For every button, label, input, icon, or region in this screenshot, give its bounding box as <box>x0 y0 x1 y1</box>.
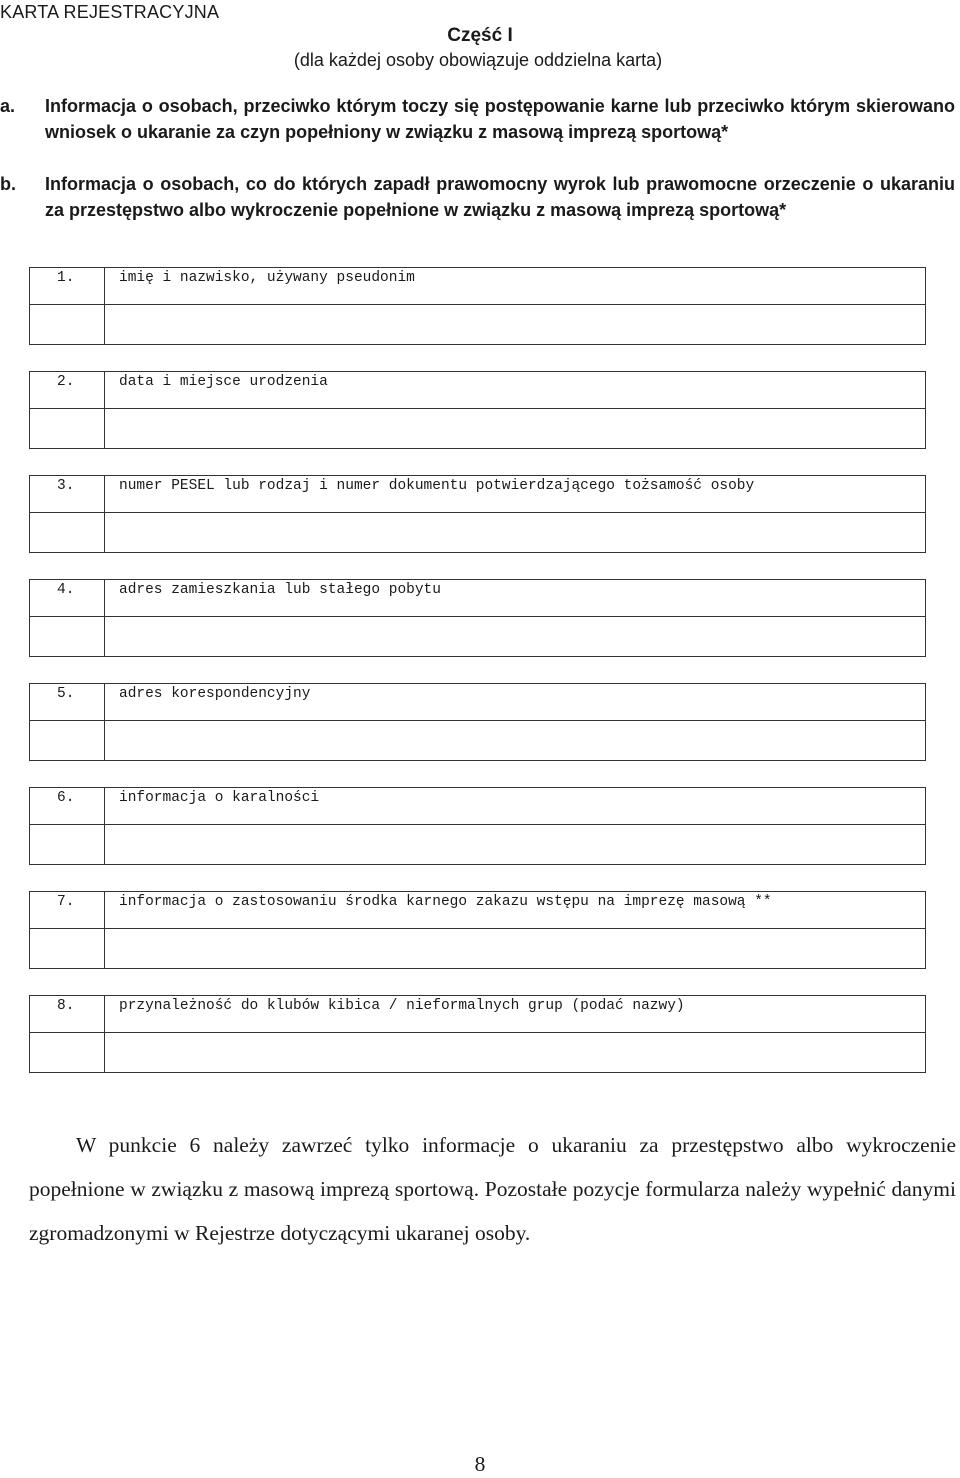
column-divider <box>104 684 105 720</box>
field-residence-address <box>29 579 926 657</box>
field-label: imię i nazwisko, używany pseudonim <box>119 270 415 286</box>
field-label-row <box>29 371 926 409</box>
field-value-box[interactable] <box>29 824 926 865</box>
field-number: 3. <box>57 478 75 494</box>
field-label: informacja o karalności <box>119 790 320 806</box>
field-number: 2. <box>57 374 75 390</box>
field-value-box[interactable] <box>29 720 926 761</box>
field-number: 1. <box>57 270 75 286</box>
column-divider <box>104 580 105 616</box>
column-divider <box>104 721 105 760</box>
item-text: Informacja o osobach, przeciwko którym toczy się postępowanie karne lub przeciwko którym skierowano wniosek o ukaranie za czyn popełniony w związku z masową imprezą sportową* <box>45 96 955 142</box>
field-number: 8. <box>57 998 75 1014</box>
page-number <box>0 1452 960 1477</box>
field-label-row <box>29 995 926 1033</box>
part-title-text: Część I <box>447 25 513 46</box>
section-item-b <box>0 171 955 251</box>
item-text: Informacja o osobach, co do których zapadł prawomocny wyrok lub prawomocne orzeczenie o ukaraniu za przestępstwo albo wykroczenie popełnione w związku z masową imprezą sportową* <box>45 174 955 220</box>
column-divider <box>104 305 105 344</box>
field-label-row <box>29 475 926 513</box>
field-label: adres korespondencyjny <box>119 686 311 702</box>
field-label-row <box>29 787 926 825</box>
field-label: adres zamieszkania lub stałego pobytu <box>119 582 441 598</box>
field-pesel-document <box>29 475 926 553</box>
field-name-pseudonym <box>29 267 926 345</box>
field-label: przynależność do klubów kibica / nieformalnych grup (podać nazwy) <box>119 998 685 1014</box>
field-label-row <box>29 267 926 305</box>
field-value-box[interactable] <box>29 408 926 449</box>
field-number: 6. <box>57 790 75 806</box>
column-divider <box>104 268 105 304</box>
part-note: (dla każdej osoby obowiązuje oddzielna karta) <box>293 50 663 70</box>
column-divider <box>104 996 105 1032</box>
field-value-box[interactable] <box>29 1032 926 1073</box>
field-value-box[interactable] <box>29 616 926 657</box>
item-letter: a. <box>0 96 16 116</box>
field-label-row <box>29 683 926 721</box>
field-number: 5. <box>57 686 75 702</box>
field-birth-date-place <box>29 371 926 449</box>
field-label-row <box>29 579 926 617</box>
field-label: data i miejsce urodzenia <box>119 374 328 390</box>
column-divider <box>104 1033 105 1072</box>
field-correspondence-address <box>29 683 926 761</box>
field-criminal-record <box>29 787 926 865</box>
column-divider <box>104 409 105 448</box>
item-letter: b. <box>0 174 16 194</box>
column-divider <box>104 617 105 656</box>
field-label: numer PESEL lub rodzaj i numer dokumentu potwierdzającego tożsamość osoby <box>119 478 755 494</box>
field-value-box[interactable] <box>29 304 926 345</box>
column-divider <box>104 513 105 552</box>
column-divider <box>104 825 105 864</box>
field-value-box[interactable] <box>29 928 926 969</box>
column-divider <box>104 929 105 968</box>
field-label: informacja o zastosowaniu środka karnego zakazu wstępu na imprezę masową ** <box>119 894 772 910</box>
column-divider <box>104 476 105 512</box>
page-number-text: 8 <box>474 1452 486 1476</box>
part-title <box>0 25 960 47</box>
field-number: 4. <box>57 582 75 598</box>
field-label-row <box>29 891 926 929</box>
section-item-a <box>0 93 955 173</box>
column-divider <box>104 788 105 824</box>
column-divider <box>104 372 105 408</box>
column-divider <box>104 892 105 928</box>
field-entry-ban <box>29 891 926 969</box>
document-header: KARTA REJESTRACYJNA <box>0 2 220 22</box>
field-value-box[interactable] <box>29 512 926 553</box>
field-number: 7. <box>57 894 75 910</box>
field-fan-club-membership <box>29 995 926 1073</box>
instruction-note: W punkcie 6 należy zawrzeć tylko informacje o ukaraniu za przestępstwo albo wykroczenie popełnione w związku z masową imprezą sportową. Pozostałe pozycje formularza należy wypełnić danymi zgromadzonymi w Rejestrze dotyczącymi ukaranej osoby. <box>29 1133 956 1245</box>
